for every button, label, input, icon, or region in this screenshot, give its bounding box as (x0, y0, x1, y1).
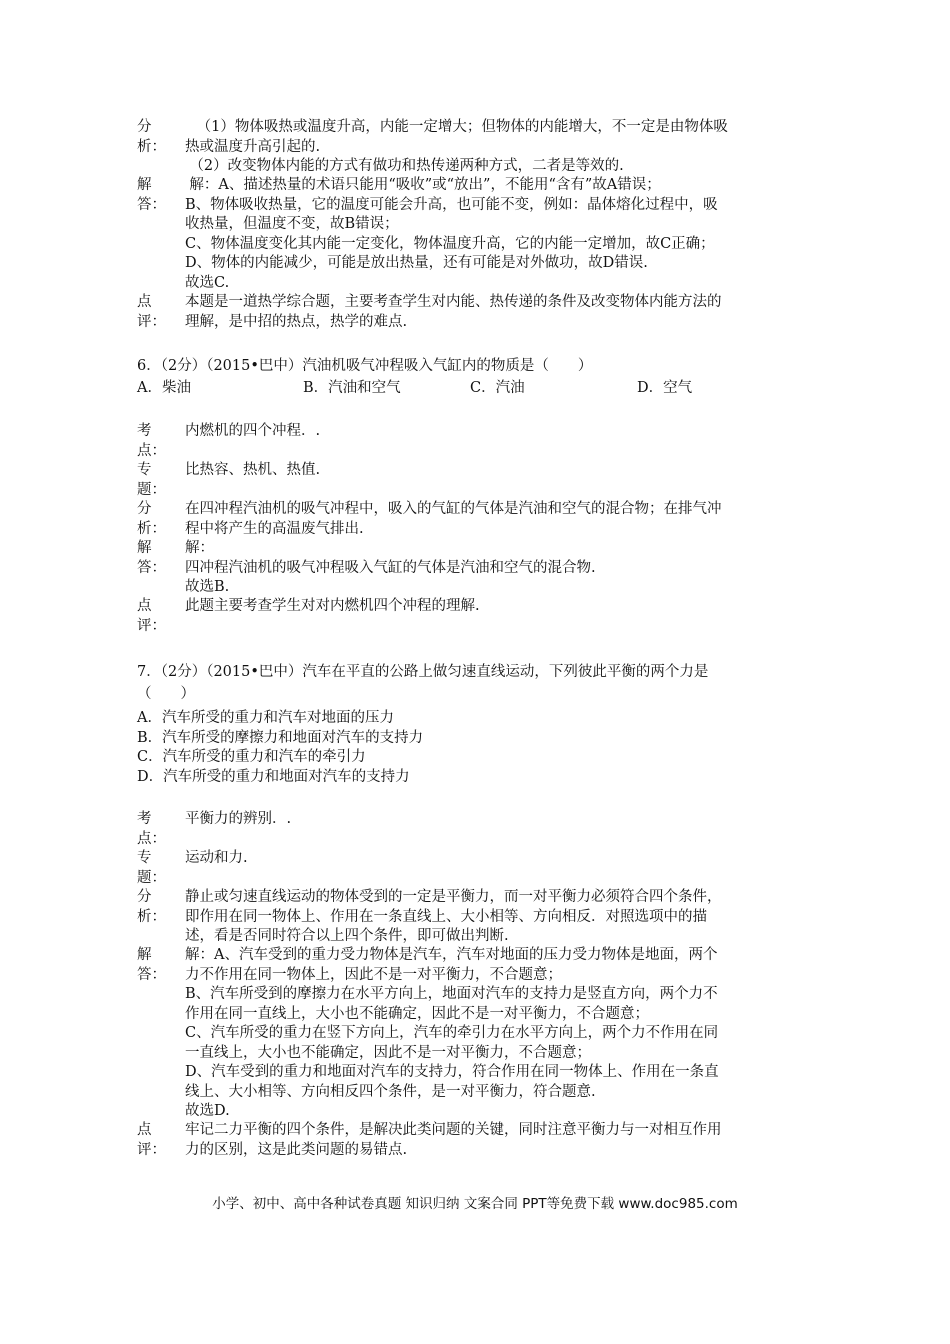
choice-a: A．汽车所受的重力和汽车对地面的压力 (137, 710, 394, 726)
q6-analysis-section: 分 析： 在四冲程汽油机的吸气冲程中，吸入的气缸的气体是汽油和空气的混合物；在排气冲 程中将产生的高温废气排出. (137, 501, 722, 537)
choice-a: A．柴油 (137, 380, 191, 396)
q6-comment-section: 点 评： 此题主要考查学生对对内燃机四个冲程的理解. (137, 598, 480, 634)
question-7-stem: 7．（2分）（2015•巴中）汽车在平直的公路上做匀速直线运动，下列彼此平衡的两个力是 (137, 664, 709, 680)
choice-c: C．汽车所受的重力和汽车的牵引力 (137, 749, 366, 765)
q6-zhuanti-section: 专 题： 比热容、热机、热值. (137, 462, 321, 498)
question-6-stem: 6．（2分）（2015•巴中）汽油机吸气冲程吸入气缸内的物质是（ ） (137, 358, 593, 374)
choice-d: D．汽车所受的重力和地面对汽车的支持力 (137, 768, 410, 785)
prev-answer-section: 解 答： 解：A、描述热量的术语只能用“吸收”或“放出”，不能用“含有”故A错误； B、物体吸收热量，它的温度可能会升高，也可能不变，例如：晶体熔化过程中，吸 收热量，但温度不变，故B错误； C、物体温度变化其内能一定变化，物体温度升高，它的内能一定增加，故C正确； D、物体的内能减少，可能是放出热量，还有可能是对外做功，故D错误. 故选C. (137, 177, 718, 291)
question-6-choices (137, 378, 817, 399)
page-footer: 小学、初中、高中各种试卷真题 知识归纳 文案合同 PPT等免费下载 www.doc985.com (212, 1196, 738, 1212)
q7-answer-section: 解 答： 解：A、汽车受到的重力受力物体是汽车，汽车对地面的压力受力物体是地面，两个 力不作用在同一物体上，因此不是一对平衡力，不合题意； B、汽车所受到的摩擦力在水平方向上，地面对汽车的支持力是竖直方向，两个力不 作用在同一直线上，大小也不能确定，因此不是一对平衡力，不合题意； C、汽车所受的重力在竖下方向上，汽车的牵引力在水平方向上，两个力不作用在同 一直线上，大小也不能确定，因此不是一对平衡力，不合题意； D、汽车受到的重力和地面对汽车的支持力，符合作用在同一物体上、作用在一条直 线上、大小相等、方向相反四个条件，是一对平衡力，符合题意. 故选D. (137, 947, 719, 1119)
q7-kaodian-section: 考 点： 平衡力的辨别．. (137, 811, 292, 847)
q6-kaodian-section: 考 点： 内燃机的四个冲程．. (137, 423, 321, 459)
question-7-stem-tail: （ ） (137, 686, 195, 702)
question-7-choices (137, 709, 817, 787)
choice-d: D．空气 (637, 380, 693, 396)
q7-comment-section: 点 评： 牢记二力平衡的四个条件，是解决此类问题的关键，同时注意平衡力与一对相互作用 力的区别，这是此类问题的易错点. (137, 1122, 722, 1158)
q7-analysis-section: 分 析： 静止或匀速直线运动的物体受到的一定是平衡力，而一对平衡力必须符合四个条件， 即作用在同一物体上、作用在一条直线上、大小相等、方向相反．对照选项中的描 述，看是否同时符合以上四个条件，即可做出判断. (137, 889, 722, 944)
choice-c: C．汽油 (470, 380, 525, 396)
choice-b: B．汽车所受的摩擦力和地面对汽车的支持力 (137, 729, 424, 746)
q7-zhuanti-section: 专 题： 运动和力. (137, 850, 248, 886)
choice-b: B．汽油和空气 (303, 380, 401, 396)
prev-analysis-section: 分 析： （1）物体吸热或温度升高，内能一定增大；但物体的内能增大，不一定是由物体吸 热或温度升高引起的. （2）改变物体内能的方式有做功和热传递两种方式，二者是等效的. (137, 119, 728, 174)
prev-comment-section: 点 评： 本题是一道热学综合题，主要考查学生对内能、热传递的条件及改变物体内能方法的 理解，是中招的热点，热学的难点. (137, 294, 722, 330)
q6-answer-section: 解 答： 解： 四冲程汽油机的吸气冲程吸入气缸的气体是汽油和空气的混合物. 故选B. (137, 540, 596, 595)
